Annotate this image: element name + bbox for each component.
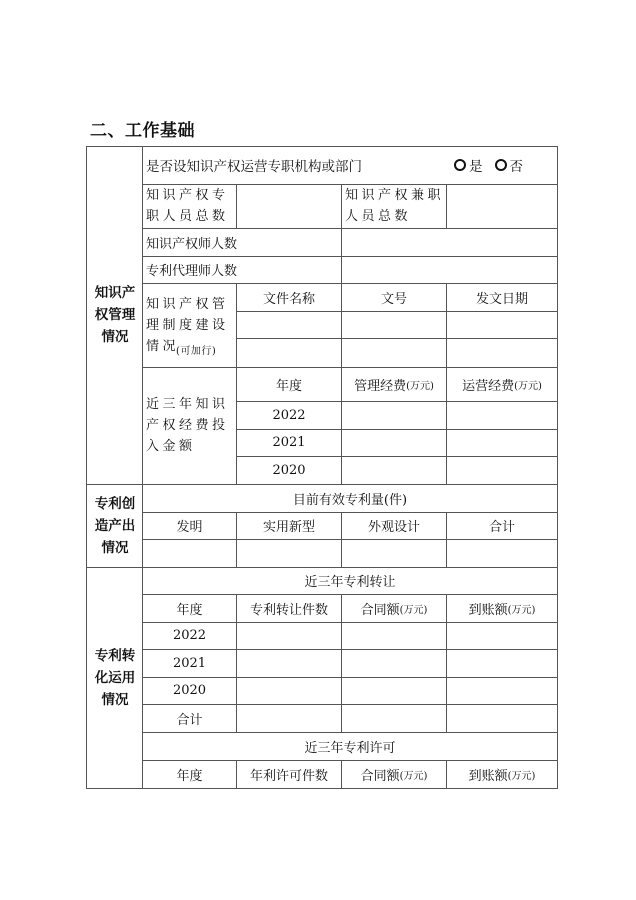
unit-label: (万元) [514,380,542,392]
license-col-year: 年度 [176,768,203,784]
ip-engineers-label: 知识产权师人数 [146,236,238,252]
transfer-col-received [447,594,557,622]
received-label: 到账额 [468,768,508,784]
patent-use-section-label: 专利转化运用情况 [94,647,136,708]
fulltime-staff-label: 知识产权专职人员总数 [146,188,229,224]
system-building-text: 知识产权管理制度建设情况 [146,296,229,354]
patent-output-title: 目前有效专利量(件) [292,492,408,508]
funding-year-row: 2020 [272,462,306,478]
contract-label: 合同额 [360,602,400,618]
unit-label: (万元) [507,604,536,616]
option-no-label: 否 [509,159,523,175]
unit-label: (万元) [406,380,434,392]
license-col-count: 年利许可件数 [249,768,328,784]
section-heading: 二、工作基础 [90,121,195,141]
transfer-year-row: 2021 [172,655,207,671]
unit-label: (万元) [399,770,428,782]
establish-question: 是否设知识产权运营专职机构或部门 [146,159,362,175]
funding-year-row: 2022 [272,407,306,423]
transfer-col-contract [342,594,446,622]
license-title: 近三年专利许可 [304,740,396,756]
license-col-received [447,760,557,788]
col-issue-date: 发文日期 [475,291,528,307]
establish-options [454,146,558,184]
transfer-title: 近三年专利转让 [304,575,396,590]
transfer-year-row: 2020 [172,683,207,698]
work-basis-table [86,146,558,789]
ops-fee-label: 运营经费 [462,378,515,394]
patent-agents-label: 专利代理师人数 [146,264,238,279]
funding-col-ops [447,367,557,401]
funding-col-year: 年度 [275,378,302,394]
col-file-name: 文件名称 [262,291,315,307]
license-col-contract [342,760,446,788]
parttime-staff-label: 知识产权兼职人员总数 [345,188,445,224]
management-section-label: 知识产权管理情况 [94,285,136,345]
funding-year-row: 2021 [272,435,306,450]
col-invention: 发明 [176,520,203,535]
patent-agents-value[interactable] [342,256,557,283]
system-building-note: (可加行) [176,346,217,357]
contract-label: 合同额 [360,768,400,784]
transfer-col-year: 年度 [176,602,203,618]
unit-label: (万元) [507,770,536,782]
unit-label: (万元) [399,604,428,616]
option-no[interactable] [495,155,524,175]
transfer-year-row: 2022 [172,628,207,643]
parttime-staff-value[interactable] [447,184,557,228]
funding-label: 近三年知识产权经费投入金额 [146,397,229,454]
funding-col-mgmt [342,367,446,401]
radio-circle-icon [454,159,466,171]
transfer-total-row: 合计 [176,712,203,728]
option-yes[interactable] [454,155,483,175]
col-total: 合计 [488,520,515,535]
ip-engineers-value[interactable] [342,228,557,256]
option-yes-label: 是 [469,159,483,175]
col-utility-model: 实用新型 [262,520,315,535]
col-design: 外观设计 [367,520,420,535]
transfer-col-count: 专利转让件数 [249,602,328,618]
mgmt-fee-label: 管理经费 [354,378,407,394]
radio-circle-icon [495,159,507,171]
patent-output-section-label: 专利创造产出情况 [94,495,136,556]
received-label: 到账额 [468,602,508,618]
fulltime-staff-value[interactable] [237,184,341,228]
col-doc-no: 文号 [380,291,407,307]
